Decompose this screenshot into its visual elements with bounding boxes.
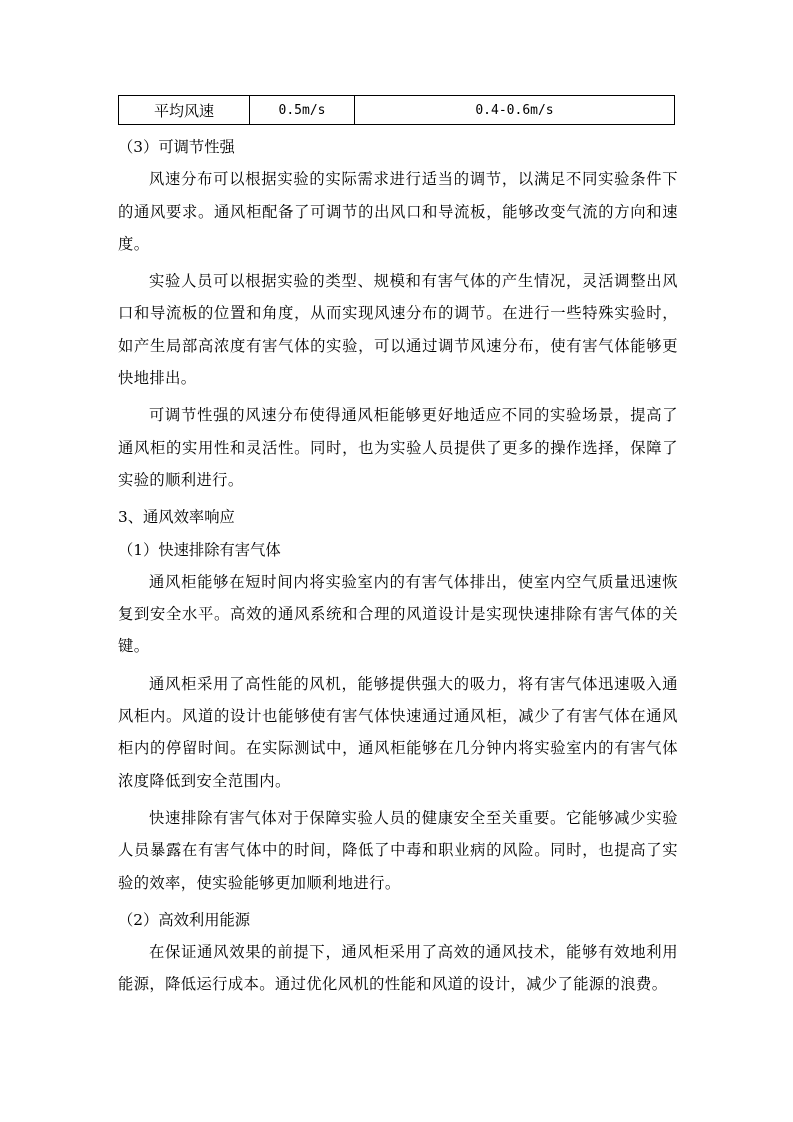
paragraph: 在保证通风效果的前提下，通风柜采用了高效的通风技术，能够有效地利用能源，降低运行成本。通过优化风机的性能和风道的设计，减少了能源的浪费。 bbox=[118, 943, 678, 994]
paragraph: 风速分布可以根据实验的实际需求进行适当的调节，以满足不同实验条件下的通风要求。通风柜配备了可调节的出风口和导流板，能够改变气流的方向和速度。 bbox=[118, 170, 678, 253]
paragraph: 通风柜能够在短时间内将实验室内的有害气体排出，使室内空气质量迅速恢复到安全水平。高效的通风系统和合理的风道设计是实现快速排除有害气体的关键。 bbox=[118, 572, 678, 656]
subsection-1-heading: （1）快速排除有害气体 bbox=[118, 540, 281, 559]
table-cell-label: 平均风速 bbox=[119, 96, 250, 125]
table-cell-range: 0.4-0.6m/s bbox=[355, 96, 675, 125]
paragraph: 通风柜采用了高性能的风机，能够提供强大的吸力，将有害气体迅速吸入通风柜内。风道的设计也能够使有害气体快速通过通风柜，减少了有害气体在通风柜内的停留时间。在实际测试中，通风柜能够在几分钟内将实验室内的有害气体浓度降低到安全范围内。 bbox=[118, 674, 678, 790]
chapter-heading: 3、通风效率响应 bbox=[118, 508, 235, 527]
table-cell-value: 0.5m/s bbox=[250, 96, 355, 125]
subsection-2-heading: （2）高效利用能源 bbox=[118, 910, 251, 929]
paragraph: 可调节性强的风速分布使得通风柜能够更好地适应不同的实验场景，提高了通风柜的实用性和灵活性。同时，也为实验人员提供了更多的操作选择，保障了实验的顺利进行。 bbox=[118, 406, 678, 489]
paragraph: 实验人员可以根据实验的类型、规模和有害气体的产生情况，灵活调整出风口和导流板的位置和角度，从而实现风速分布的调节。在进行一些特殊实验时，如产生局部高浓度有害气体的实验，可以通过调节风速分布，使有害气体能够更快地排出。 bbox=[118, 272, 678, 388]
wind-speed-table bbox=[118, 95, 675, 125]
paragraph: 快速排除有害气体对于保障实验人员的健康安全至关重要。它能够减少实验人员暴露在有害气体中的时间，降低了中毒和职业病的风险。同时，也提高了实验的效率，使实验能够更加顺利地进行。 bbox=[118, 808, 678, 892]
table-row bbox=[119, 96, 675, 125]
document-body bbox=[118, 131, 678, 1006]
section-3-heading: （3）可调节性强 bbox=[118, 138, 235, 156]
